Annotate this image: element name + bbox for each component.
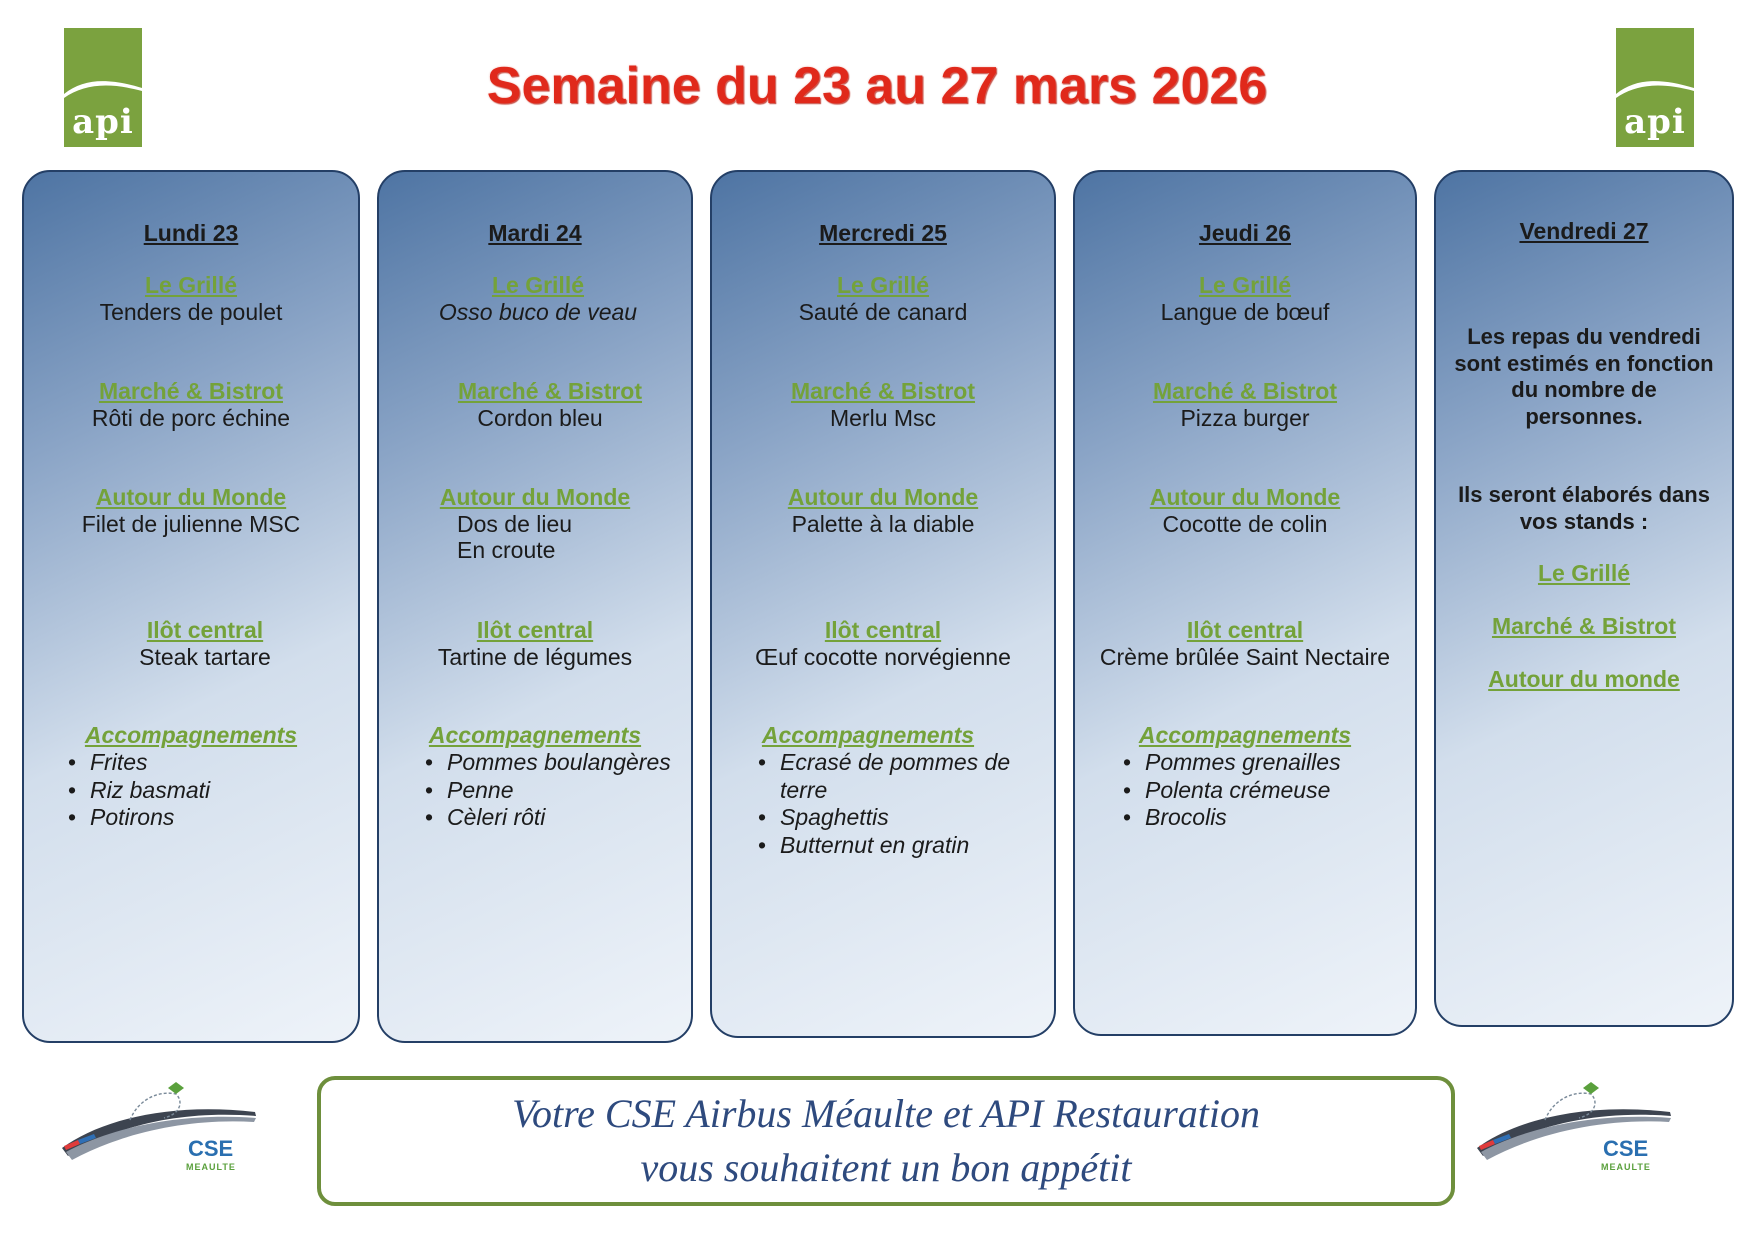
stand-grill-label: Le Grillé — [1537, 560, 1631, 586]
list-item: • Pommes boulangères — [423, 749, 671, 777]
bistrot-dish: Cordon bleu — [477, 405, 603, 431]
grill-dish: Sauté de canard — [798, 299, 968, 325]
day-column-friday — [1434, 170, 1734, 1027]
section-sides-label: Accompagnements — [1138, 722, 1352, 748]
monde-dish: Palette à la diable — [791, 511, 975, 537]
section-grill-label: Le Grillé — [836, 272, 930, 298]
day-title: Lundi 23 — [143, 220, 239, 246]
cse-logo-text: CSE — [1603, 1136, 1649, 1161]
list-item: • Ecrasé de pommes de terre — [756, 749, 1026, 804]
cse-logo-right — [1475, 1080, 1675, 1175]
footer-message-box — [317, 1076, 1455, 1206]
sides-list — [756, 749, 1026, 859]
ilot-dish: Steak tartare — [139, 644, 271, 670]
grill-dish: Osso buco de veau — [438, 299, 638, 325]
ilot-dish: Tartine de légumes — [437, 644, 633, 670]
day-column-tuesday — [377, 170, 693, 1043]
section-sides-label: Accompagnements — [428, 722, 642, 748]
cse-logo-text: CSE — [188, 1136, 234, 1161]
list-item: • Frites — [66, 749, 210, 777]
friday-info-text: Les repas du vendredi sont estimés en fonction du nombre de personnes. — [1454, 324, 1714, 429]
day-title: Mercredi 25 — [819, 220, 947, 246]
ilot-dish: Crème brûlée Saint Nectaire — [1099, 644, 1391, 670]
list-item: • Polenta crémeuse — [1121, 777, 1341, 805]
section-sides-label: Accompagnements — [761, 722, 975, 748]
day-column-thursday — [1073, 170, 1417, 1036]
section-bistrot-label: Marché & Bistrot — [790, 378, 976, 404]
sides-list — [1121, 749, 1341, 832]
section-sides-label: Accompagnements — [84, 722, 298, 748]
stand-monde-label: Autour du monde — [1488, 666, 1680, 692]
section-grill-label: Le Grillé — [491, 272, 585, 298]
monde-dish-line-2: En croute — [457, 537, 556, 563]
section-grill-label: Le Grillé — [144, 272, 238, 298]
monde-dish-line-1: Dos de lieu — [457, 511, 573, 537]
section-ilot-label: Ilôt central — [1186, 617, 1304, 643]
section-ilot-label: Ilôt central — [476, 617, 594, 643]
section-bistrot-label: Marché & Bistrot — [1152, 378, 1338, 404]
list-item: • Potirons — [66, 804, 210, 832]
footer-line-1: Votre CSE Airbus Méaulte et API Restauration — [511, 1091, 1261, 1136]
api-logo-text: api — [1624, 102, 1686, 142]
list-item: • Penne — [423, 777, 671, 805]
grill-dish: Tenders de poulet — [99, 299, 283, 325]
bistrot-dish: Merlu Msc — [829, 405, 937, 431]
sides-list — [423, 749, 671, 832]
page-title: Semaine du 23 au 27 mars 2026 — [486, 57, 1268, 115]
list-item: • Brocolis — [1121, 804, 1341, 832]
section-bistrot-label: Marché & Bistrot — [98, 378, 284, 404]
sides-list — [66, 749, 210, 832]
list-item: • Pommes grenailles — [1121, 749, 1341, 777]
section-grill-label: Le Grillé — [1198, 272, 1292, 298]
section-ilot-label: Ilôt central — [146, 617, 264, 643]
list-item: • Spaghettis — [756, 804, 1026, 832]
day-title: Vendredi 27 — [1519, 218, 1649, 244]
stand-bistrot-label: Marché & Bistrot — [1491, 613, 1677, 639]
monde-dish: Filet de julienne MSC — [81, 511, 301, 537]
cse-logo-subtext: MEAULTE — [1601, 1162, 1651, 1172]
bistrot-dish: Pizza burger — [1180, 405, 1310, 431]
section-monde-label: Autour du Monde — [1149, 484, 1341, 510]
cse-logo-left — [60, 1080, 260, 1175]
section-monde-label: Autour du Monde — [95, 484, 287, 510]
bistrot-dish: Rôti de porc échine — [91, 405, 291, 431]
ilot-dish: Œuf cocotte norvégienne — [755, 644, 1011, 670]
friday-stands-text: Ils seront élaborés dans vos stands : — [1458, 482, 1710, 534]
list-item: • Cèleri rôti — [423, 804, 671, 832]
cse-logo-subtext: MEAULTE — [186, 1162, 236, 1172]
section-monde-label: Autour du Monde — [787, 484, 979, 510]
day-column-wednesday — [710, 170, 1056, 1038]
day-title: Mardi 24 — [488, 220, 582, 246]
day-title: Jeudi 26 — [1198, 220, 1292, 246]
section-ilot-label: Ilôt central — [824, 617, 942, 643]
monde-dish: Cocotte de colin — [1162, 511, 1328, 537]
day-column-monday — [22, 170, 360, 1043]
list-item: • Riz basmati — [66, 777, 210, 805]
list-item: • Butternut en gratin — [756, 832, 1026, 860]
footer-line-2: vous souhaitent un bon appétit — [640, 1145, 1132, 1190]
section-monde-label: Autour du Monde — [439, 484, 631, 510]
grill-dish: Langue de bœuf — [1160, 299, 1330, 325]
section-bistrot-label: Marché & Bistrot — [457, 378, 643, 404]
api-logo-text: api — [72, 102, 134, 142]
